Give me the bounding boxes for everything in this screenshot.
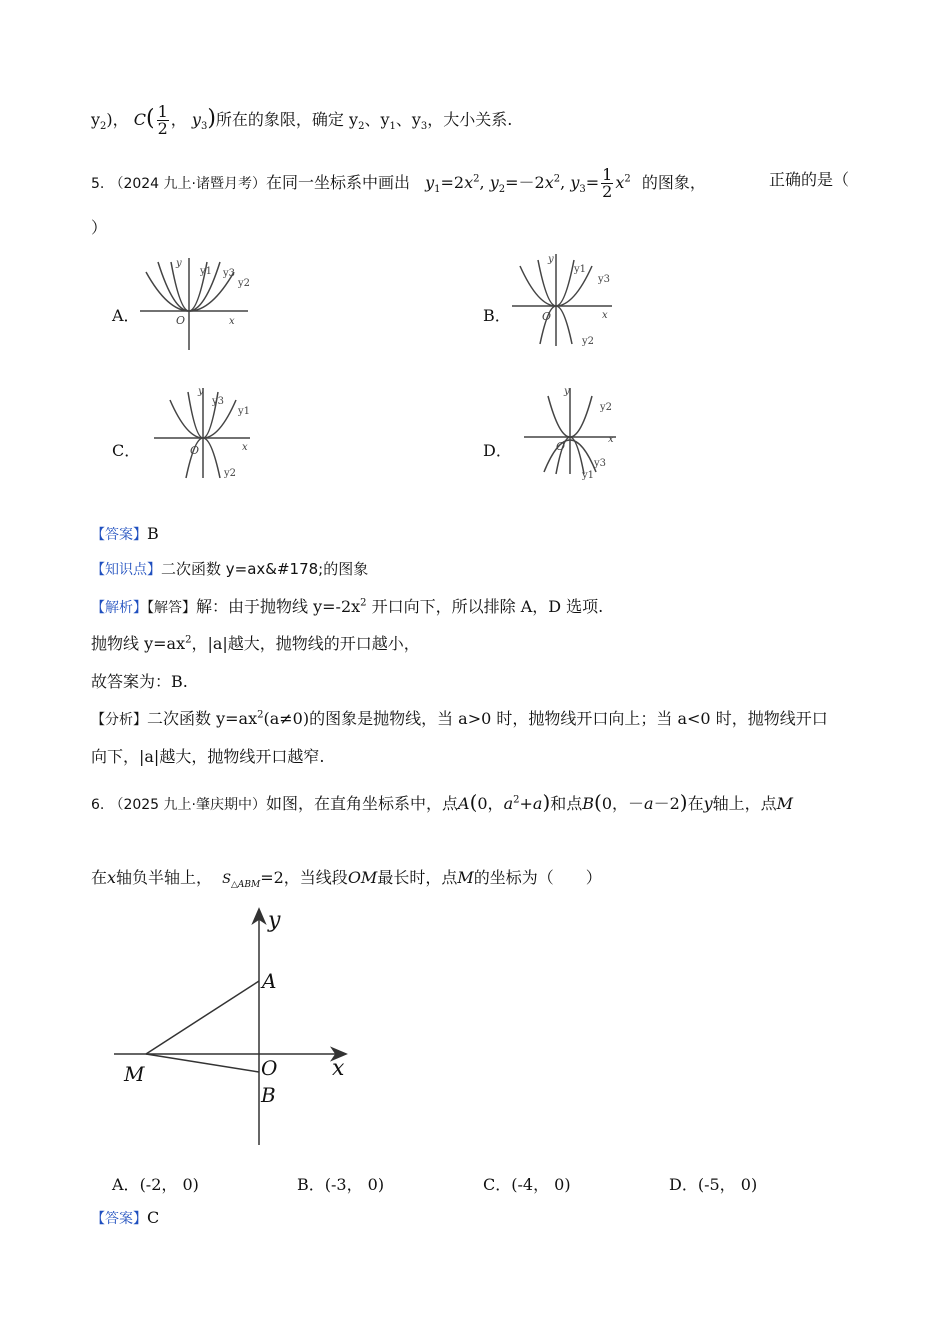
svg-text:y: y <box>548 254 554 265</box>
svg-text:O: O <box>542 310 552 323</box>
option-c-label: C． <box>112 441 141 460</box>
svg-text:B: B <box>261 1083 276 1107</box>
question-6-line-2: 在x轴负半轴上， $S_{\triangle ABM}=2$，当线段OM最长时，点M的坐标为（ ） <box>91 868 602 891</box>
question-5-line: 5. （2024 九上·诸暨月考）在同一坐标系中画出 $y_1=2x^2$, $y_2=-2x^2$, $y_3=$ $\frac{1}{2}$ $x^2$ 的图象， <box>91 165 706 201</box>
svg-text:y1: y1 <box>200 266 213 277</box>
svg-text:y2: y2 <box>224 468 237 479</box>
segment-mb <box>146 1054 259 1072</box>
answer-line: 【答案】B <box>91 524 159 543</box>
question-6-figure <box>110 905 360 1150</box>
analysis-line-1: 【解析】【解答】解：由于抛物线 $y=-2x^2$ 开口向下，所以排除 A，D 选项. <box>91 597 604 616</box>
svg-text:y1: y1 <box>574 264 587 275</box>
option-c-graph <box>150 380 260 480</box>
svg-text:y: y <box>176 258 182 269</box>
svg-text:x: x <box>608 434 614 445</box>
question-source: （2025 九上·肇庆期中） <box>109 797 266 813</box>
option-b-graph <box>510 244 630 348</box>
fenxi-line-2: 向下，|a|越大，抛物线开口越窄. <box>91 747 325 766</box>
option-d-graph <box>520 380 630 480</box>
svg-text:M: M <box>124 1062 145 1086</box>
svg-text:y3: y3 <box>594 458 607 469</box>
svg-text:y2: y2 <box>582 336 595 347</box>
q6-option-c: C．(-4， 0) <box>483 1175 571 1194</box>
intro-line: $y_2$)， C( $\frac{1}{2}$ ， $y_3$)所在的象限，确定 $y_2$、$y_1$、$y_3$，大小关系. <box>91 102 513 138</box>
svg-text:y2: y2 <box>600 402 613 413</box>
svg-text:y3: y3 <box>212 396 225 407</box>
svg-text:O: O <box>176 314 186 327</box>
question-source: （2024 九上·诸暨月考） <box>109 176 266 192</box>
svg-text:y1: y1 <box>582 470 595 480</box>
svg-text:y: y <box>198 386 204 397</box>
svg-text:y1: y1 <box>238 406 251 417</box>
svg-text:y3: y3 <box>598 274 611 285</box>
svg-text:x: x <box>602 310 608 321</box>
question-number: 5. <box>91 176 105 192</box>
q6-option-b: B．(-3， 0) <box>297 1175 385 1194</box>
svg-text:O: O <box>556 440 566 453</box>
option-d-label: D． <box>483 441 512 460</box>
fenxi-line-1: 【分析】二次函数 $y=ax^2(a\ne 0)$的图象是抛物线，当 a>0 时，抛物线开口向上；当 a<0 时，抛物线开口 <box>91 709 828 728</box>
svg-text:y2: y2 <box>238 278 251 289</box>
option-b-label: B． <box>483 306 511 325</box>
svg-text:O: O <box>190 444 200 457</box>
question-5-end: 正确的是（ <box>769 170 850 189</box>
question-number: 6. <box>91 797 105 813</box>
svg-text:y: y <box>564 386 570 397</box>
svg-text:x: x <box>229 316 235 327</box>
svg-text:y3: y3 <box>223 268 236 279</box>
option-a-graph <box>138 248 258 352</box>
q6-option-d: D．(-5， 0) <box>669 1175 758 1194</box>
question-6-line-1: 6. （2025 九上·肇庆期中）如图，在直角坐标系中，点A(0，$a^2+a$)和点B(0，－a－2)在y轴上，点M <box>91 790 794 814</box>
svg-text:A: A <box>262 969 277 993</box>
svg-text:x: x <box>242 442 248 453</box>
analysis-line-3: 故答案为：B. <box>91 672 188 691</box>
svg-text:x: x <box>332 1056 345 1081</box>
knowledge-line: 【知识点】二次函数 y=ax&#178;的图象 <box>91 560 369 578</box>
analysis-line-2: 抛物线 $y=ax^2$，|a|越大，抛物线的开口越小， <box>91 634 420 653</box>
q6-option-a: A．(-2， 0) <box>112 1175 199 1194</box>
svg-text:y: y <box>268 908 281 933</box>
answer-line-2: 【答案】C <box>91 1208 160 1227</box>
segment-ma <box>146 981 259 1054</box>
svg-text:O: O <box>261 1056 278 1080</box>
question-5-close: ） <box>91 218 108 237</box>
option-a-label: A． <box>112 306 140 325</box>
